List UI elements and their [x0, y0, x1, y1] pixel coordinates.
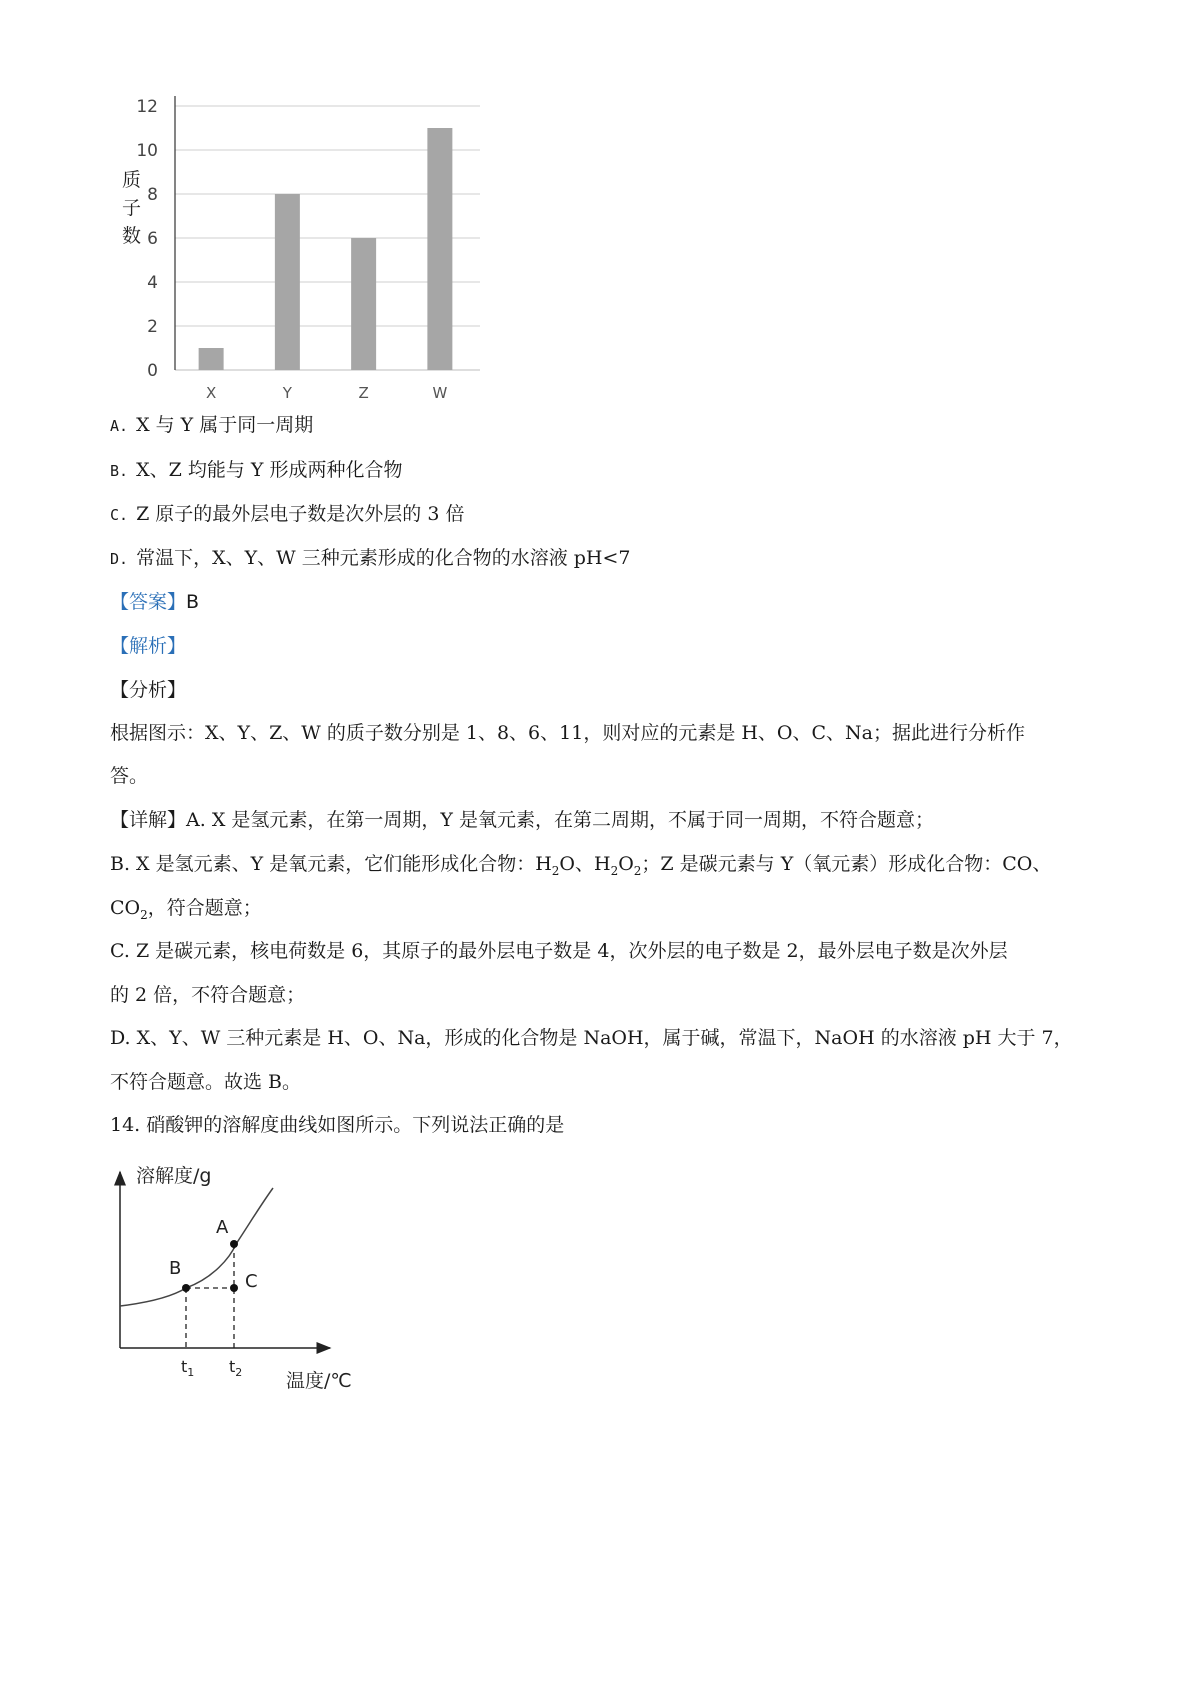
option-d-text: 常温下，X、Y、W 三种元素形成的化合物的水溶液 pH<7 — [136, 547, 631, 569]
bar-y — [275, 194, 300, 370]
detail-b-sub-3: 2 — [633, 863, 642, 878]
detail-b-line-1 — [110, 852, 1051, 883]
detail-b2-pre: CO — [110, 897, 141, 919]
option-b-text: X、Z 均能与 Y 形成两种化合物 — [136, 459, 403, 481]
detail-b-post: ；Z 是碳元素与 Y（氧元素）形成化合物：CO、 — [641, 853, 1052, 875]
y-axis-label-char-2: 子 — [122, 197, 142, 219]
option-a-letter: A. — [110, 417, 129, 435]
t2-label: $t_2$ — [229, 1357, 243, 1379]
fenxi-label: 【分析】 — [110, 679, 187, 701]
point-a — [230, 1240, 238, 1248]
detail-label: 【详解】 — [110, 809, 187, 831]
x-tick-label-y: Y — [282, 384, 292, 402]
fenxi-text-line-1: 根据图示：X、Y、Z、W 的质子数分别是 1、8、6、11，则对应的元素是 H、O、C、Na；据此进行分析作 — [110, 722, 1025, 744]
detail-a-line — [110, 808, 934, 832]
option-b — [110, 458, 402, 483]
detail-b-sub-1: 2 — [551, 863, 560, 878]
t1-label: $t_1$ — [181, 1357, 195, 1379]
y-tick-label: 0 — [147, 361, 158, 381]
fenxi-text-line-2: 答。 — [110, 765, 149, 787]
answer-value: B — [186, 591, 200, 613]
option-d — [110, 546, 630, 571]
bar-w — [427, 128, 452, 370]
detail-b-sub-2: 2 — [610, 863, 619, 878]
y-tick-label: 4 — [147, 273, 158, 293]
option-b-letter: B. — [110, 462, 129, 480]
y-tick-label: 12 — [136, 97, 158, 117]
x-tick-label-x: X — [205, 384, 217, 402]
y-axis-title: 溶解度/g — [136, 1165, 212, 1187]
option-c-letter: C. — [110, 506, 129, 524]
detail-d-line-1: D. X、Y、W 三种元素是 H、O、Na，形成的化合物是 NaOH，属于碱，常温下，NaOH 的水溶液 pH 大于 7， — [110, 1027, 1073, 1049]
y-tick-label: 2 — [147, 317, 158, 337]
detail-c-line-1: C. Z 是碳元素，核电荷数是 6，其原子的最外层电子数是 4，次外层的电子数是 2，最外层电子数是次外层 — [110, 940, 1008, 962]
analysis-label: 【解析】 — [110, 635, 187, 657]
detail-b-pre: B. X 是氢元素、Y 是氧元素，它们能形成化合物：H — [110, 853, 552, 875]
detail-b-line-2 — [110, 896, 262, 927]
point-b-label: B — [169, 1258, 182, 1279]
option-c-text: Z 原子的最外层电子数是次外层的 3 倍 — [136, 503, 465, 525]
x-tick-label-w: W — [432, 384, 448, 402]
point-c-label: C — [245, 1271, 258, 1292]
y-axis-label-char-3: 数 — [122, 225, 142, 247]
detail-d-line-2: 不符合题意。故选 B。 — [110, 1071, 302, 1093]
y-tick-label: 8 — [147, 185, 158, 205]
bar-x — [199, 348, 224, 370]
y-tick-label: 10 — [136, 141, 158, 161]
solubility-curve-graph — [108, 1158, 368, 1398]
detail-b-mid-2: O — [618, 853, 634, 875]
detail-b2-sub: 2 — [140, 907, 148, 922]
x-tick-label-z: Z — [358, 384, 369, 402]
question-14: 14. 硝酸钾的溶解度曲线如图所示。下列说法正确的是 — [110, 1114, 565, 1136]
point-b — [182, 1284, 190, 1292]
y-tick-label: 6 — [147, 229, 158, 249]
option-a — [110, 413, 313, 438]
option-c — [110, 502, 464, 527]
detail-b-mid-1: O、H — [559, 853, 611, 875]
point-a-label: A — [216, 1217, 229, 1238]
option-d-letter: D. — [110, 550, 129, 568]
x-axis-title: 温度/℃ — [286, 1370, 352, 1392]
x-tick-labels — [206, 384, 447, 402]
bar-z — [351, 238, 376, 370]
proton-number-bar-chart — [100, 88, 520, 418]
point-c — [230, 1284, 238, 1292]
answer-label: 【答案】 — [110, 591, 187, 613]
option-a-text: X 与 Y 属于同一周期 — [136, 414, 314, 436]
detail-b2-post: ，符合题意； — [147, 897, 262, 919]
y-axis-label-char-1: 质 — [122, 169, 142, 191]
chart-bars — [199, 128, 453, 370]
detail-a-text: A. X 是氢元素，在第一周期，Y 是氧元素，在第二周期，不属于同一周期，不符合题意； — [186, 809, 934, 831]
answer-line — [110, 590, 199, 614]
detail-c-line-2: 的 2 倍，不符合题意； — [110, 984, 306, 1006]
